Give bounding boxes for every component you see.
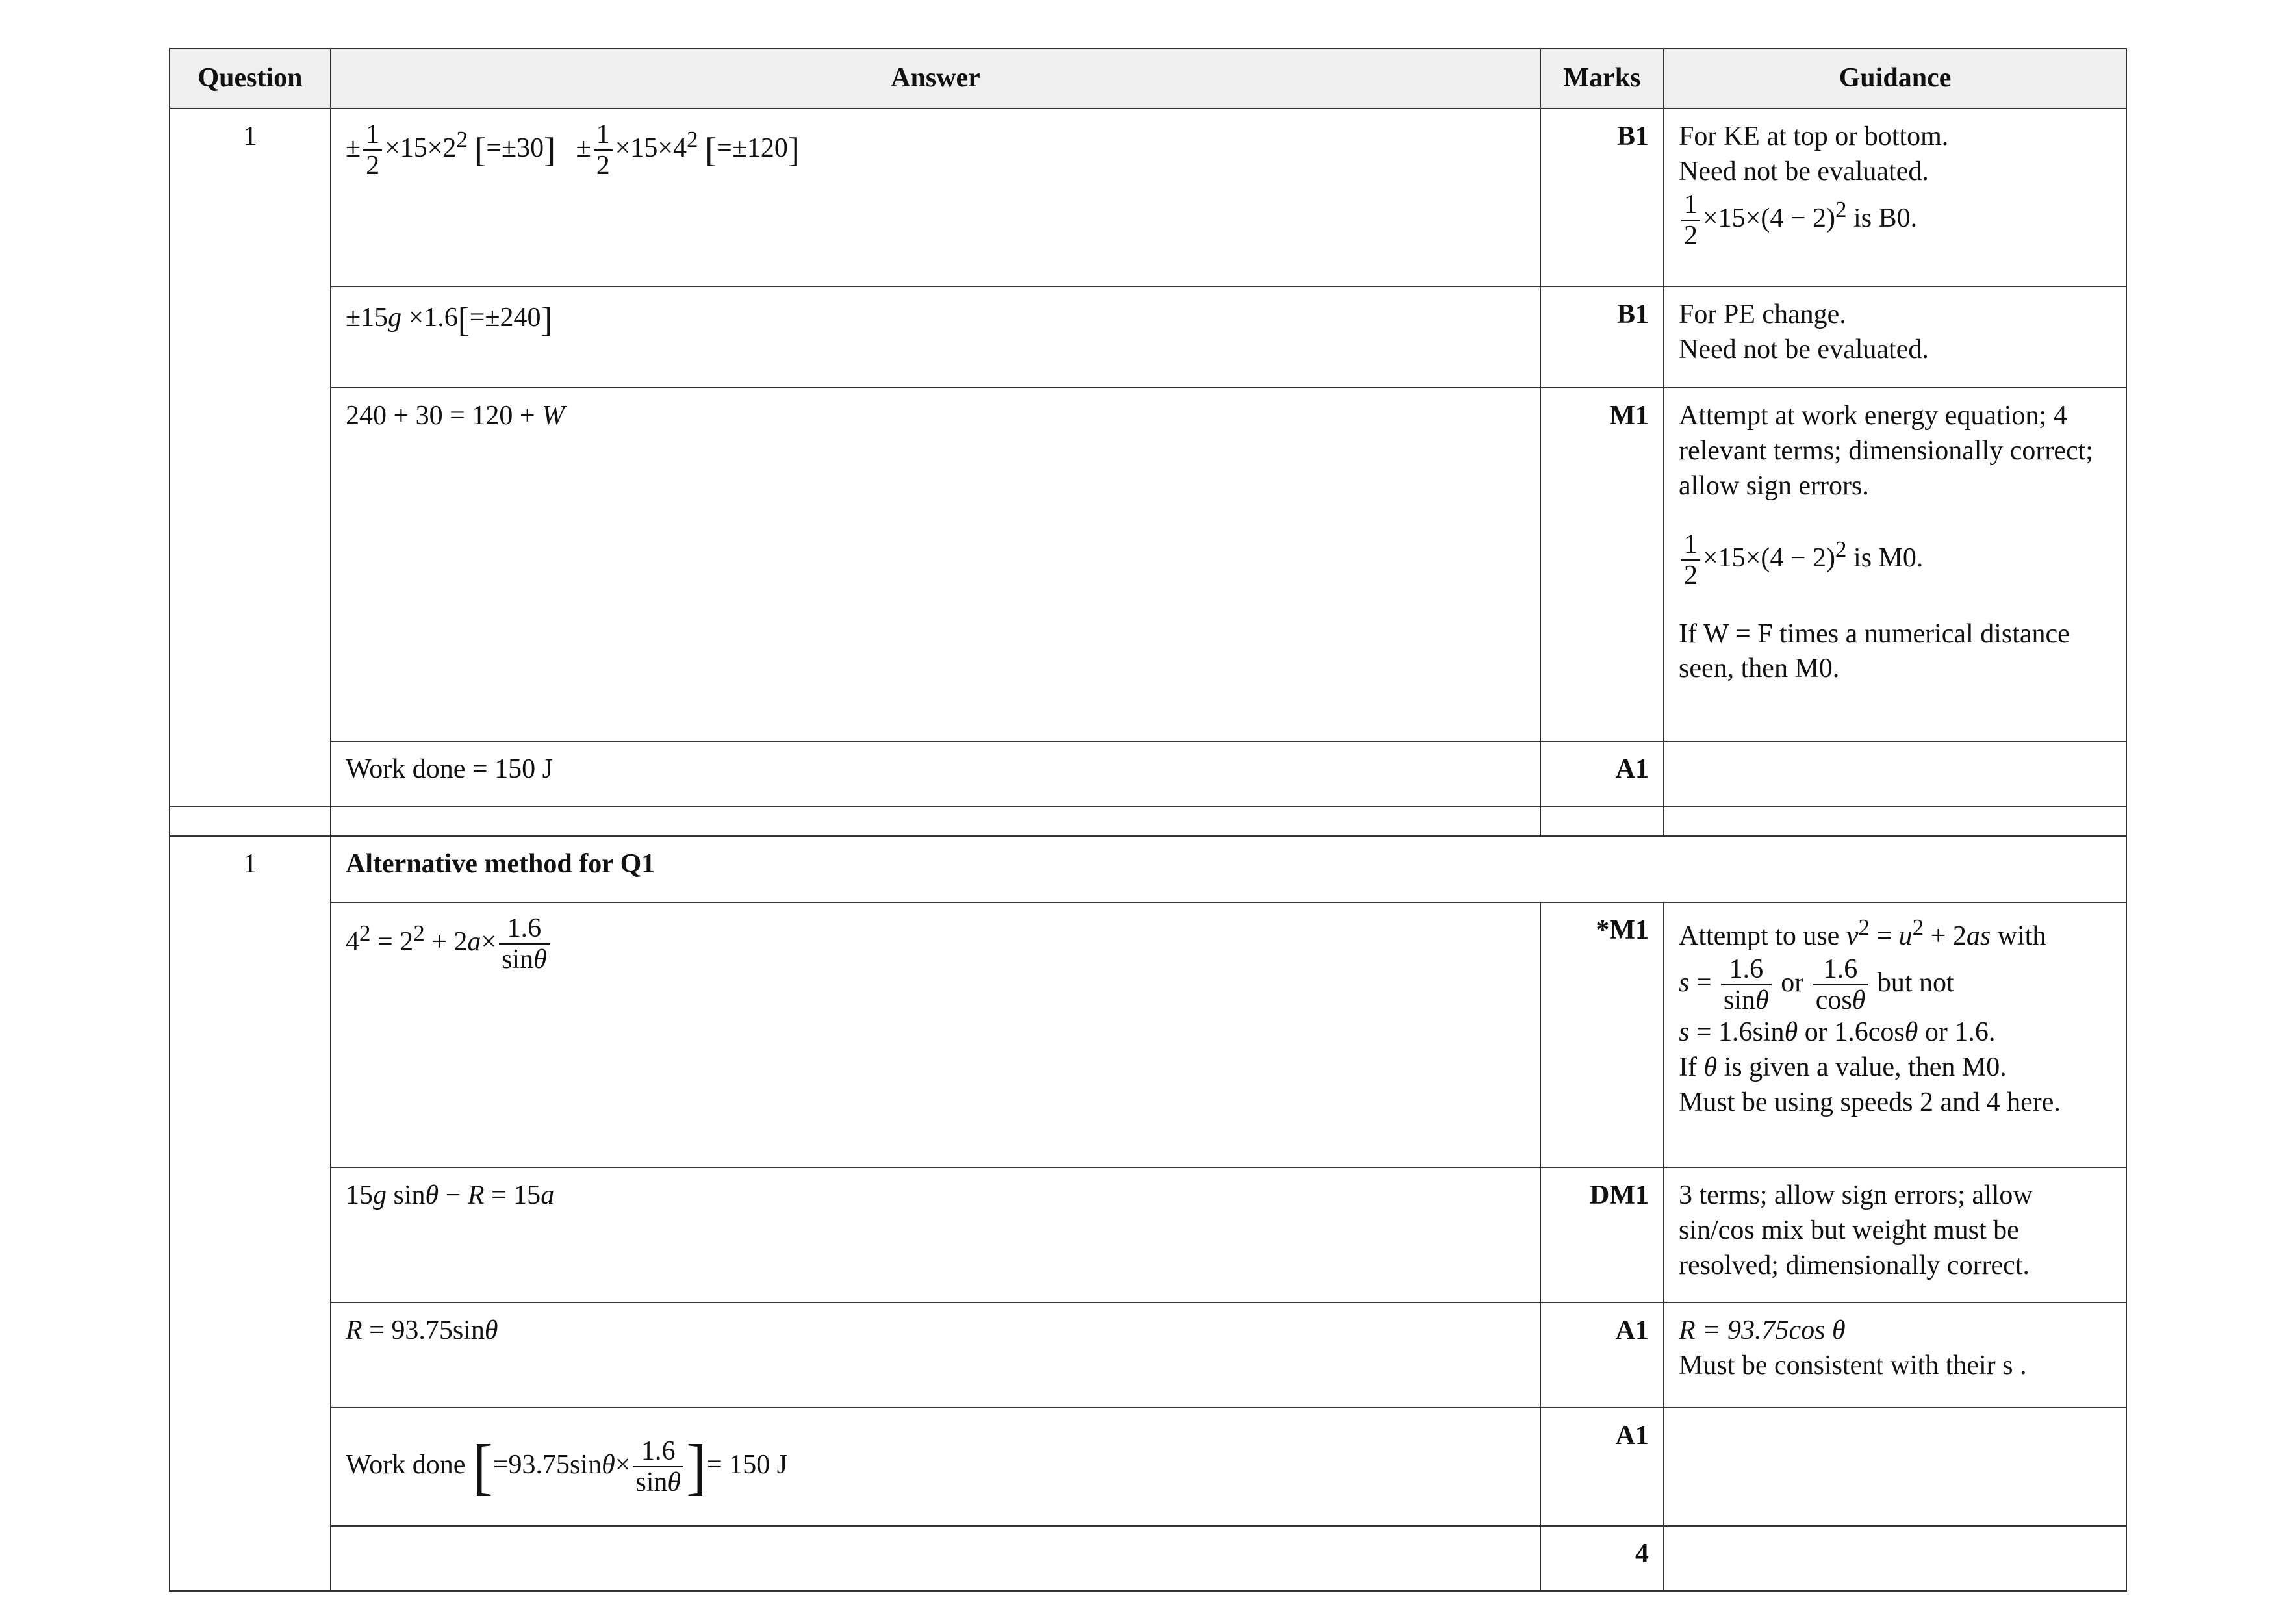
answer-cell xyxy=(331,388,1540,741)
guidance-line: Must be consistent with their s . xyxy=(1679,1350,2027,1380)
marks-cell: *M1 xyxy=(1540,902,1664,1167)
guidance-equation: $\frac{1}{2}$ $\times 15\times(4 - 2)^2$ is M0. xyxy=(1679,529,2111,590)
header-guidance: Guidance xyxy=(1664,49,2126,108)
pe-expression: ±15g ×1.6[=±240] xyxy=(346,300,553,339)
guidance-cell xyxy=(1664,741,2126,806)
guidance-cell xyxy=(1664,1526,2126,1591)
answer-cell xyxy=(331,1302,1540,1408)
newton-equation: 15g sinθ − R = 15a xyxy=(346,1180,555,1210)
suvat-formula: $v^2 = u^2 + 2as$ xyxy=(1846,915,1991,951)
table-row xyxy=(170,1167,2126,1302)
marks-cell: B1 xyxy=(1540,286,1664,388)
section-separator xyxy=(170,806,2126,836)
total-marks: 4 xyxy=(1540,1526,1664,1591)
table-row xyxy=(170,108,2126,286)
marks-cell: M1 xyxy=(1540,388,1664,741)
resistance-equation: R = 93.75sinθ xyxy=(346,1315,498,1345)
marks-cell: A1 xyxy=(1540,1302,1664,1408)
answer-cell xyxy=(331,1526,1540,1591)
guidance-cell xyxy=(1664,286,2126,388)
guidance-cell xyxy=(1664,388,2126,741)
work-done-expression: [=93.75sinθ× $\frac{1.6}{\sin\theta}$ ] xyxy=(472,1431,707,1501)
guidance-tail: is B0. xyxy=(1853,203,1918,233)
guidance-cell: Attempt to use $v^2 = u^2 + 2as$ with s = $\frac{1.6}{\sin\theta}$ or $\frac{1.6}{\cos\theta}$ but not s = 1.6sinθ or 1.6cosθ or 1.6. If θ is given a value, then M0. Must be using speeds 2 and 4 here. xyxy=(1664,902,2126,1167)
marks-cell: A1 xyxy=(1540,741,1664,806)
table-row xyxy=(170,1302,2126,1408)
question-number: 1 xyxy=(170,108,331,286)
answer-cell xyxy=(331,902,1540,1167)
guidance-line: For PE change. xyxy=(1679,299,1846,329)
work-done-label: Work done xyxy=(346,1449,466,1480)
table-row xyxy=(170,286,2126,388)
answer-cell xyxy=(331,1408,1540,1526)
guidance-line: Need not be evaluated. xyxy=(1679,156,1929,186)
ke-expression: ± $\frac{1}{2}$ $\times 15\times 2^2$ [=±30] ± $\frac{1}{2}$ $\times 15\times 4^2$ [=±120] xyxy=(346,120,800,181)
work-energy-equation: 240 + 30 = 120 + W xyxy=(346,401,565,431)
guidance-cell xyxy=(1664,1302,2126,1408)
table-row xyxy=(170,1526,2126,1591)
guidance-cell xyxy=(1664,108,2126,286)
suvat-equation: $4^2 = 2^2 + 2a\times$ $\frac{1.6}{\sin\theta}$ xyxy=(346,927,552,957)
question-number: 1 xyxy=(170,836,331,902)
marks-cell: B1 xyxy=(1540,108,1664,286)
header-row xyxy=(170,49,2126,108)
guidance-cell xyxy=(1664,1408,2126,1526)
marks-cell: A1 xyxy=(1540,1408,1664,1526)
table-row xyxy=(170,388,2126,741)
guidance-line: For KE at top or bottom. xyxy=(1679,121,1949,151)
answer-cell: Work done = 150 J xyxy=(331,741,1540,806)
answer-cell xyxy=(331,286,1540,388)
mark-scheme-table xyxy=(169,48,2127,1592)
alternative-heading: Alternative method for Q1 xyxy=(331,836,2126,902)
header-answer: Answer xyxy=(331,49,1540,108)
guidance-tail: is M0. xyxy=(1853,543,1924,574)
guidance-line: Need not be evaluated. xyxy=(1679,334,1929,364)
header-question: Question xyxy=(170,49,331,108)
work-done-result: = 150 J xyxy=(707,1449,788,1480)
guidance-line: If W = F times a numerical distance seen, then M0. xyxy=(1679,618,2070,684)
table-row xyxy=(170,836,2126,902)
table-row xyxy=(170,902,2126,1167)
guidance-equation: R = 93.75cos θ xyxy=(1679,1315,1846,1345)
answer-cell xyxy=(331,1167,1540,1302)
table-row xyxy=(170,741,2126,806)
answer-cell xyxy=(331,108,1540,286)
guidance-cell: 3 terms; allow sign errors; allow sin/cos mix but weight must be resolved; dimensionally correct. xyxy=(1664,1167,2126,1302)
header-marks: Marks xyxy=(1540,49,1664,108)
marks-cell: DM1 xyxy=(1540,1167,1664,1302)
guidance-line: Attempt at work energy equation; 4 relevant terms; dimensionally correct; allow sign errors. xyxy=(1679,401,2093,501)
table-row xyxy=(170,1408,2126,1526)
guidance-equation: $\frac{1}{2}$ $\times 15\times(4 - 2)^2$ is B0. xyxy=(1679,190,2111,251)
